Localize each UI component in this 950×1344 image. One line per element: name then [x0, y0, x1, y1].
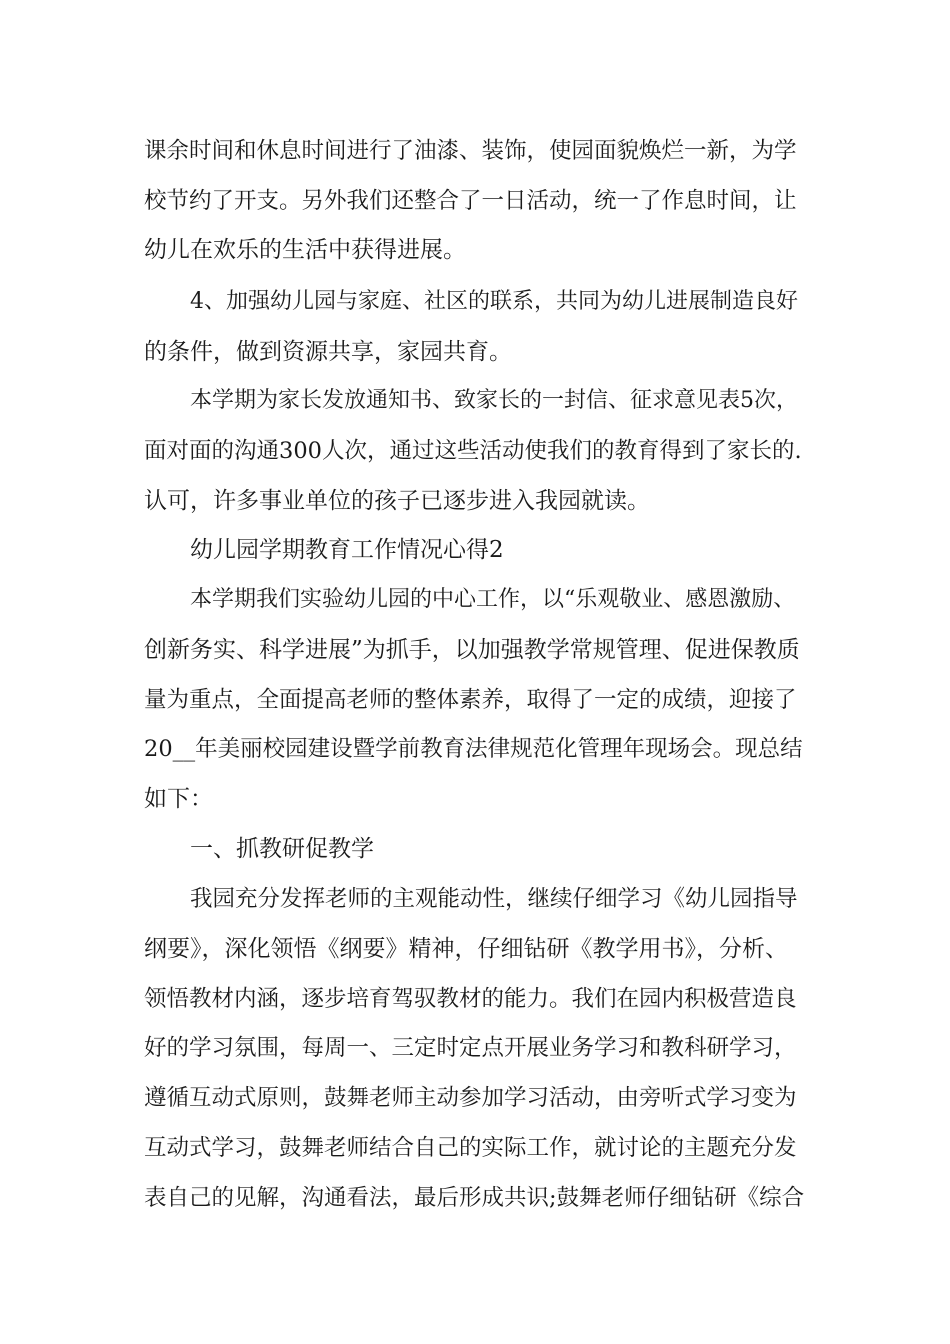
text-line: 创新务实、科学进展”为抓手，以加强教学常规管理、促进保教质 [144, 637, 800, 663]
text-line: 本学期为家长发放通知书、致家长的一封信、征求意见表5次， [190, 388, 798, 413]
text-line: 20__年美丽校园建设暨学前教育法律规范化管理年现场会。现总结 [144, 736, 803, 762]
section-heading: 幼儿园学期教育工作情况心得2 [190, 537, 504, 563]
text-line: 本学期我们实验幼儿园的中心工作，以“乐观敬业、感恩激励、 [190, 587, 796, 612]
text-line: 我园充分发挥老师的主观能动性，继续仔细学习《幼儿园指导 [190, 886, 798, 912]
text-line: 校节约了开支。另外我们还整合了一日活动，统一了作息时间，让 [144, 188, 797, 214]
text-line: 好的学习氛围，每周一、三定时定点开展业务学习和教科研学习， [144, 1035, 797, 1061]
text-line: 如下： [144, 786, 213, 812]
text-line: 幼儿在欢乐的生活中获得进展。 [144, 237, 466, 263]
text-line: 表自己的见解，沟通看法，最后形成共识;鼓舞老师仔细钻研《综合 [144, 1185, 805, 1211]
text-line: 面对面的沟通300人次，通过这些活动使我们的教育得到了家长的. [144, 438, 802, 464]
text-line: 量为重点，全面提高老师的整体素养，取得了一定的成绩，迎接了 [144, 687, 797, 713]
section-heading: 一、抓教研促教学 [190, 836, 374, 862]
text-line: 领悟教材内涵，逐步培育驾驭教材的能力。我们在园内积极营造良 [144, 986, 797, 1012]
text-line: 互动式学习，鼓舞老师结合自己的实际工作，就讨论的主题充分发 [144, 1135, 797, 1161]
text-line: 认可，许多事业单位的孩子已逐步进入我园就读。 [144, 488, 650, 514]
text-line: 遵循互动式原则，鼓舞老师主动参加学习活动，由旁听式学习变为 [144, 1085, 797, 1111]
text-line: 纲要》，深化领悟《纲要》精神，仔细钻研《教学用书》，分析、 [144, 936, 788, 962]
text-line: 课余时间和休息时间进行了油漆、装饰，使园面貌焕烂一新，为学 [144, 138, 797, 164]
text-line: 的条件，做到资源共享，家园共育。 [144, 339, 512, 365]
text-line: 4、加强幼儿园与家庭、社区的联系，共同为幼儿进展制造良好 [190, 289, 798, 314]
